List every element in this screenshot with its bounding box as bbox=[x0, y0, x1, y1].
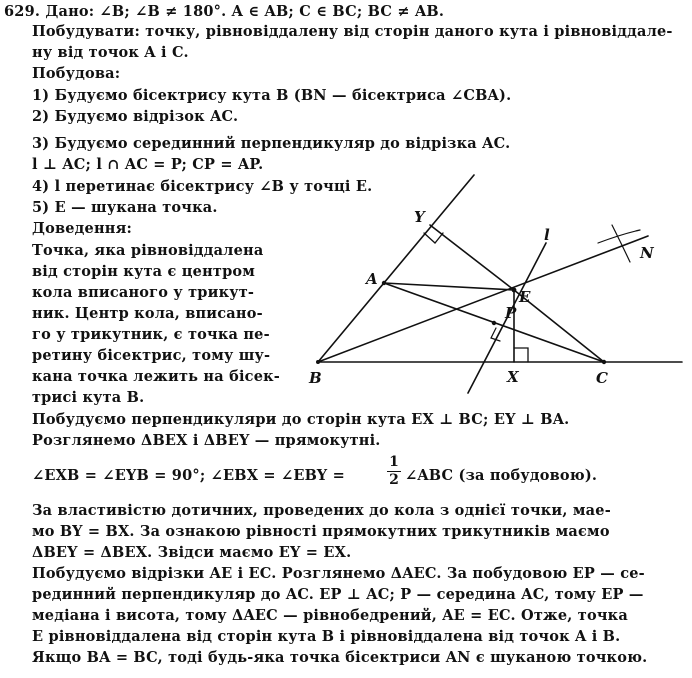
side-ba bbox=[318, 175, 474, 362]
label-e: E bbox=[519, 288, 531, 306]
task-line-1: Побудувати: точку, рівновіддалену від сторін даного кута і рівновіддале- bbox=[32, 23, 673, 40]
step-4: 4) l перетинає бісектрису ∠B у точці E. bbox=[32, 178, 373, 195]
frac-denominator: 2 bbox=[389, 472, 399, 488]
label-a: A bbox=[366, 270, 378, 288]
final-line: Побудуємо відрізки AE і EC. Розглянемо ΔAEC. За побудовою EP — се- bbox=[32, 565, 645, 582]
label-x: X bbox=[507, 368, 519, 386]
problem-number: 629. bbox=[4, 3, 41, 20]
proof-col-line: кола вписаного у трикут- bbox=[32, 284, 255, 301]
point-e bbox=[512, 288, 517, 293]
point-c bbox=[602, 360, 606, 364]
point-p bbox=[492, 321, 496, 325]
angles-right: ∠ABC (за побудовою). bbox=[405, 467, 598, 484]
proof-col-line: го у трикутник, є точка пе- bbox=[32, 326, 270, 343]
task-line-2: ну від точок A і C. bbox=[32, 44, 189, 61]
angles-left: ∠EXB = ∠EYB = 90°; ∠EBX = ∠EBY = bbox=[32, 467, 345, 484]
half-fraction bbox=[387, 455, 401, 488]
proof-col-line: ник. Центр кола, вписано- bbox=[32, 305, 263, 322]
right-angle-mark-y bbox=[424, 233, 443, 243]
segment-ey bbox=[430, 225, 514, 290]
proof-col-line: від сторін кута є центром bbox=[32, 263, 256, 280]
step-2: 2) Будуємо відрізок AC. bbox=[32, 108, 239, 125]
step-3b: l ⊥ AC; l ∩ AC = P; CP = AP. bbox=[32, 156, 264, 173]
final-line: рединний перпендикуляр до AC. EP ⊥ AC; P — середина AC, тому EP — bbox=[32, 586, 644, 603]
final-line: E рівновіддалена від сторін кута B і рівновіддалена від точок A і B. bbox=[32, 628, 621, 645]
point-a bbox=[382, 281, 386, 285]
label-p: P bbox=[505, 304, 517, 322]
label-b: B bbox=[309, 369, 322, 387]
tangent-line: За властивістю дотичних, проведених до кола з однієї точки, мае- bbox=[32, 502, 611, 519]
final-line: Якщо BA = BC, тоді будь-яка точка бісектриси AN є шуканою точкою. bbox=[32, 649, 648, 666]
construction-heading: Побудова: bbox=[32, 65, 121, 82]
proof-col-line: Точка, яка рівновіддалена bbox=[32, 242, 264, 259]
point-b bbox=[316, 360, 320, 364]
label-n: N bbox=[640, 244, 654, 262]
label-y: Y bbox=[414, 208, 425, 226]
perp-line: Побудуємо перпендикуляри до сторін кута EX ⊥ BC; EY ⊥ BA. bbox=[32, 411, 570, 428]
proof-heading: Доведення: bbox=[32, 220, 133, 237]
right-angle-mark-x bbox=[514, 348, 528, 362]
label-c: C bbox=[596, 369, 608, 387]
segment-ae bbox=[384, 283, 514, 290]
step-1: 1) Будуємо бісектрису кута B (BN — бісектриса ∠CBA). bbox=[32, 87, 512, 104]
tangent-line: ΔBEY = ΔBEX. Звідси маємо EY = EX. bbox=[32, 544, 352, 561]
frac-numerator: 1 bbox=[389, 454, 399, 470]
tangent-line: мо BY = BX. За ознакою рівності прямокутних трикутників маємо bbox=[32, 523, 610, 540]
given-text: Дано: ∠B; ∠B ≠ 180°. A ∈ AB; C ∈ BC; BC ≠ AB. bbox=[45, 3, 445, 20]
step-5: 5) E — шукана точка. bbox=[32, 199, 218, 216]
proof-col-line: трисі кута B. bbox=[32, 389, 145, 406]
step-3: 3) Будуємо серединний перпендикуляр до відрізка AC. bbox=[32, 135, 511, 152]
consider-line: Розглянемо ΔBEX і ΔBEY — прямокутні. bbox=[32, 432, 381, 449]
label-l: l bbox=[544, 226, 550, 244]
bisector-bn bbox=[318, 236, 648, 362]
proof-col-line: ретину бісектрис, тому шу- bbox=[32, 347, 271, 364]
proof-col-line: кана точка лежить на бісек- bbox=[32, 368, 281, 385]
final-line: медіана і висота, тому ΔAEC — рівнобедрений, AE = EC. Отже, точка bbox=[32, 607, 628, 624]
